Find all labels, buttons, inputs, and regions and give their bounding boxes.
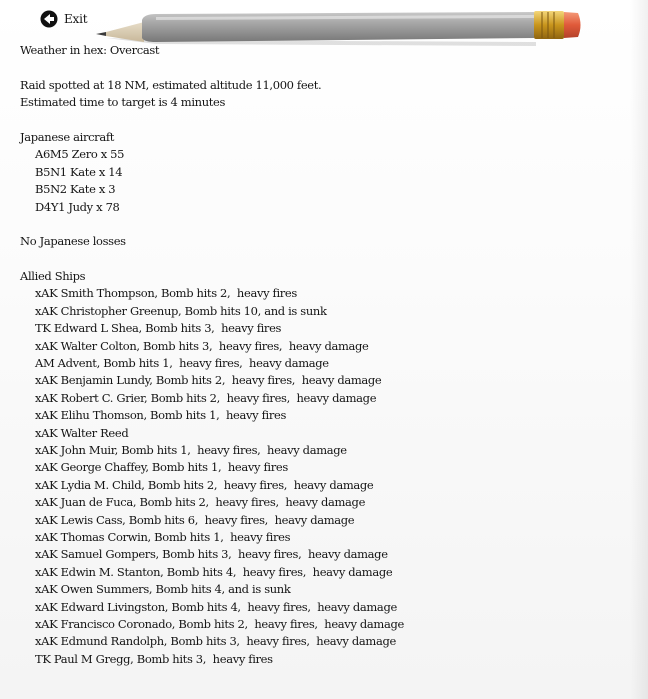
ship-item: xAK Benjamin Lundy, Bomb hits 2, heavy fires, heavy damage <box>35 373 382 388</box>
ship-item: TK Paul M Gregg, Bomb hits 3, heavy fires <box>35 651 273 666</box>
spacer <box>20 112 404 129</box>
spacer <box>20 251 404 268</box>
aircraft-item: B5N2 Kate x 3 <box>35 182 116 197</box>
exit-label: Exit <box>64 12 88 26</box>
ship-item: xAK Juan de Fuca, Bomb hits 2, heavy fires, heavy damage <box>35 495 366 510</box>
allied-ships-heading: Allied Ships <box>20 269 86 284</box>
ship-item: xAK Robert C. Grier, Bomb hits 2, heavy fires, heavy damage <box>35 390 377 405</box>
spacer <box>20 59 404 76</box>
combat-report <box>20 42 404 668</box>
aircraft-item: B5N1 Kate x 14 <box>35 164 123 179</box>
ship-item: xAK Thomas Corwin, Bomb hits 1, heavy fires <box>35 529 291 544</box>
weather-line: Weather in hex: Overcast <box>20 43 160 57</box>
ship-item: xAK Samuel Gompers, Bomb hits 3, heavy fires, heavy damage <box>35 547 388 562</box>
ship-item: xAK John Muir, Bomb hits 1, heavy fires, heavy damage <box>35 442 347 457</box>
ship-item: xAK Edward Livingston, Bomb hits 4, heavy fires, heavy damage <box>35 599 397 614</box>
ship-item: xAK Smith Thompson, Bomb hits 2, heavy fires <box>35 286 297 301</box>
ship-item: xAK Lewis Cass, Bomb hits 6, heavy fires, heavy damage <box>35 512 355 527</box>
raid-eta-line: Estimated time to target is 4 minutes <box>20 95 226 110</box>
aircraft-item: A6M5 Zero x 55 <box>35 147 125 162</box>
ship-item: xAK Owen Summers, Bomb hits 4, and is sunk <box>35 582 291 597</box>
ship-item: xAK Walter Reed <box>35 425 129 440</box>
japanese-aircraft-heading: Japanese aircraft <box>20 129 115 144</box>
aircraft-item: D4Y1 Judy x 78 <box>35 199 120 214</box>
ship-item: xAK Edwin M. Stanton, Bomb hits 4, heavy fires, heavy damage <box>35 564 393 579</box>
ship-item: xAK Lydia M. Child, Bomb hits 2, heavy fires, heavy damage <box>35 477 374 492</box>
ship-item: xAK Christopher Greenup, Bomb hits 10, and is sunk <box>35 303 327 318</box>
ship-item: xAK Edmund Randolph, Bomb hits 3, heavy fires, heavy damage <box>35 634 396 649</box>
paper-edge-shadow <box>630 0 648 699</box>
ship-item: AM Advent, Bomb hits 1, heavy fires, heavy damage <box>35 356 329 371</box>
spacer <box>20 216 404 233</box>
ship-item: xAK George Chaffey, Bomb hits 1, heavy fires <box>35 460 288 475</box>
ship-item: xAK Francisco Coronado, Bomb hits 2, heavy fires, heavy damage <box>35 616 404 631</box>
raid-spotted-line: Raid spotted at 18 NM, estimated altitude 11,000 feet. <box>20 77 322 92</box>
ship-item: xAK Walter Colton, Bomb hits 3, heavy fires, heavy damage <box>35 338 369 353</box>
ship-item: xAK Elihu Thomson, Bomb hits 1, heavy fires <box>35 408 287 423</box>
japanese-losses-line: No Japanese losses <box>20 234 126 249</box>
ship-item: TK Edward L Shea, Bomb hits 3, heavy fires <box>35 321 282 336</box>
exit-arrow-icon <box>40 10 58 28</box>
exit-button[interactable] <box>40 10 87 28</box>
